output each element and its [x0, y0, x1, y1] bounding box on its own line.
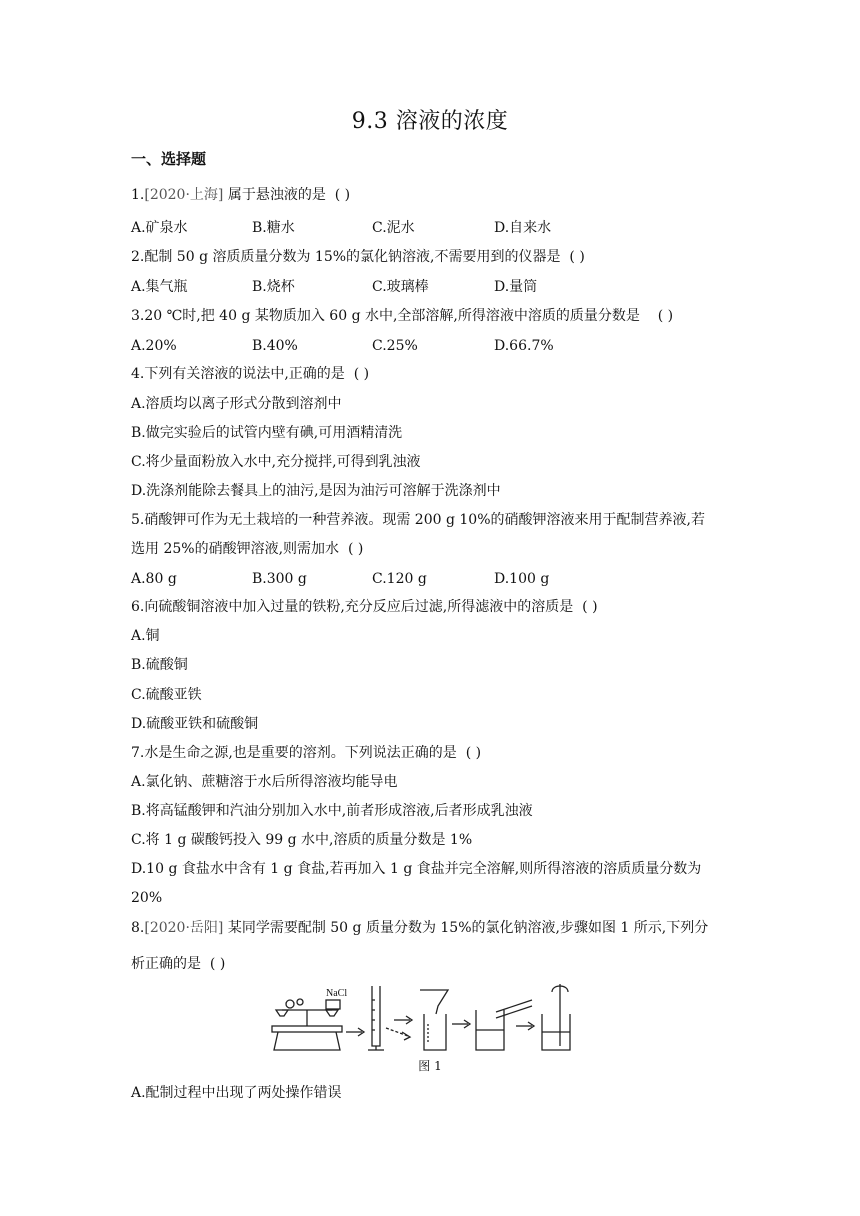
- lab-procedure-figure: [270, 980, 590, 1054]
- question-4: 4.下列有关溶液的说法中,正确的是 ( ): [131, 366, 370, 382]
- option: D.100 g: [494, 571, 550, 587]
- question-8-line-1: 8.[2020·岳阳] 某同学需要配制 50 g 质量分数为 15%的氯化钠溶液,步骤如图 1 所示,下列分: [131, 920, 709, 936]
- option: C.泥水: [372, 220, 415, 236]
- option: C.120 g: [372, 571, 427, 587]
- beaker-funnel-icon: [420, 990, 448, 1050]
- option: C.将 1 g 碳酸钙投入 99 g 水中,溶质的质量分数是 1%: [131, 832, 473, 848]
- option: D.66.7%: [494, 338, 554, 354]
- option: A.矿泉水: [131, 220, 188, 236]
- graduated-cylinder-icon: [368, 986, 384, 1050]
- option: C.硫酸亚铁: [131, 687, 202, 703]
- option: D.10 g 食盐水中含有 1 g 食盐,若再加入 1 g 食盐并完全溶解,则所得溶液的溶质质量分数为: [131, 861, 702, 877]
- option: C.玻璃棒: [372, 279, 429, 295]
- option: A.20%: [131, 338, 177, 354]
- balance-icon: [272, 999, 342, 1050]
- question-5-line-2: 选用 25%的硝酸钾溶液,则需加水 ( ): [131, 541, 364, 557]
- answer-blank: ( ): [334, 187, 351, 203]
- option: A.80 g: [131, 571, 177, 587]
- option: A.溶质均以离子形式分散到溶剂中: [131, 396, 342, 412]
- beaker-pouring-icon: [476, 1000, 532, 1050]
- option: C.25%: [372, 338, 418, 354]
- option: B.300 g: [252, 571, 307, 587]
- answer-blank: ( ): [353, 366, 370, 382]
- answer-blank: ( ): [582, 599, 598, 615]
- option: A.铜: [131, 628, 160, 644]
- figure-caption: 图 1: [418, 1059, 442, 1073]
- question-source: [2020·岳阳]: [144, 920, 224, 936]
- beaker-stirring-icon: [542, 984, 570, 1050]
- question-source: [2020·上海]: [144, 187, 224, 203]
- option: B.糖水: [252, 220, 295, 236]
- option: B.硫酸铜: [131, 657, 188, 673]
- answer-blank: ( ): [347, 541, 364, 557]
- option: B.烧杯: [252, 279, 295, 295]
- section-heading: 一、选择题: [131, 150, 207, 168]
- option: A.配制过程中出现了两处操作错误: [131, 1085, 342, 1101]
- answer-blank: ( ): [465, 745, 482, 761]
- question-2: 2.配制 50 g 溶质质量分数为 15%的氯化钠溶液,不需要用到的仪器是 ( ): [131, 249, 585, 265]
- question-3: 3.20 ℃时,把 40 g 某物质加入 60 g 水中,全部溶解,所得溶液中溶质的质量分数是 ( ): [131, 308, 674, 324]
- question-7: 7.水是生命之源,也是重要的溶剂。下列说法正确的是 ( ): [131, 745, 482, 761]
- option: B.将高锰酸钾和汽油分别加入水中,前者形成溶液,后者形成乳浊液: [131, 803, 533, 819]
- option: D.硫酸亚铁和硫酸铜: [131, 716, 259, 732]
- option: A.集气瓶: [131, 279, 188, 295]
- option: D.自来水: [494, 220, 552, 236]
- answer-blank: ( ): [657, 308, 674, 324]
- question-5-line-1: 5.硝酸钾可作为无土栽培的一种营养液。现需 200 g 10%的硝酸钾溶液来用于配制营养液,若: [131, 512, 705, 528]
- page-title: 9.3 溶液的浓度: [351, 109, 509, 134]
- question-1: 1.[2020·上海] 属于悬浊液的是 ( ): [131, 187, 351, 203]
- option: A.氯化钠、蔗糖溶于水后所得溶液均能导电: [131, 774, 398, 790]
- option: B.40%: [252, 338, 298, 354]
- option: C.将少量面粉放入水中,充分搅拌,可得到乳浊液: [131, 454, 421, 470]
- option-continuation: 20%: [131, 890, 163, 906]
- question-6: 6.向硫酸铜溶液中加入过量的铁粉,充分反应后过滤,所得滤液中的溶质是 ( ): [131, 599, 598, 615]
- option: B.做完实验后的试管内壁有碘,可用酒精清洗: [131, 425, 403, 441]
- nacl-label: NaCl: [326, 988, 348, 999]
- answer-blank: ( ): [209, 956, 226, 972]
- answer-blank: ( ): [569, 249, 585, 265]
- option: D.洗涤剂能除去餐具上的油污,是因为油污可溶解于洗涤剂中: [131, 483, 501, 499]
- question-8-line-2: 析正确的是 ( ): [131, 956, 226, 972]
- option: D.量筒: [494, 279, 538, 295]
